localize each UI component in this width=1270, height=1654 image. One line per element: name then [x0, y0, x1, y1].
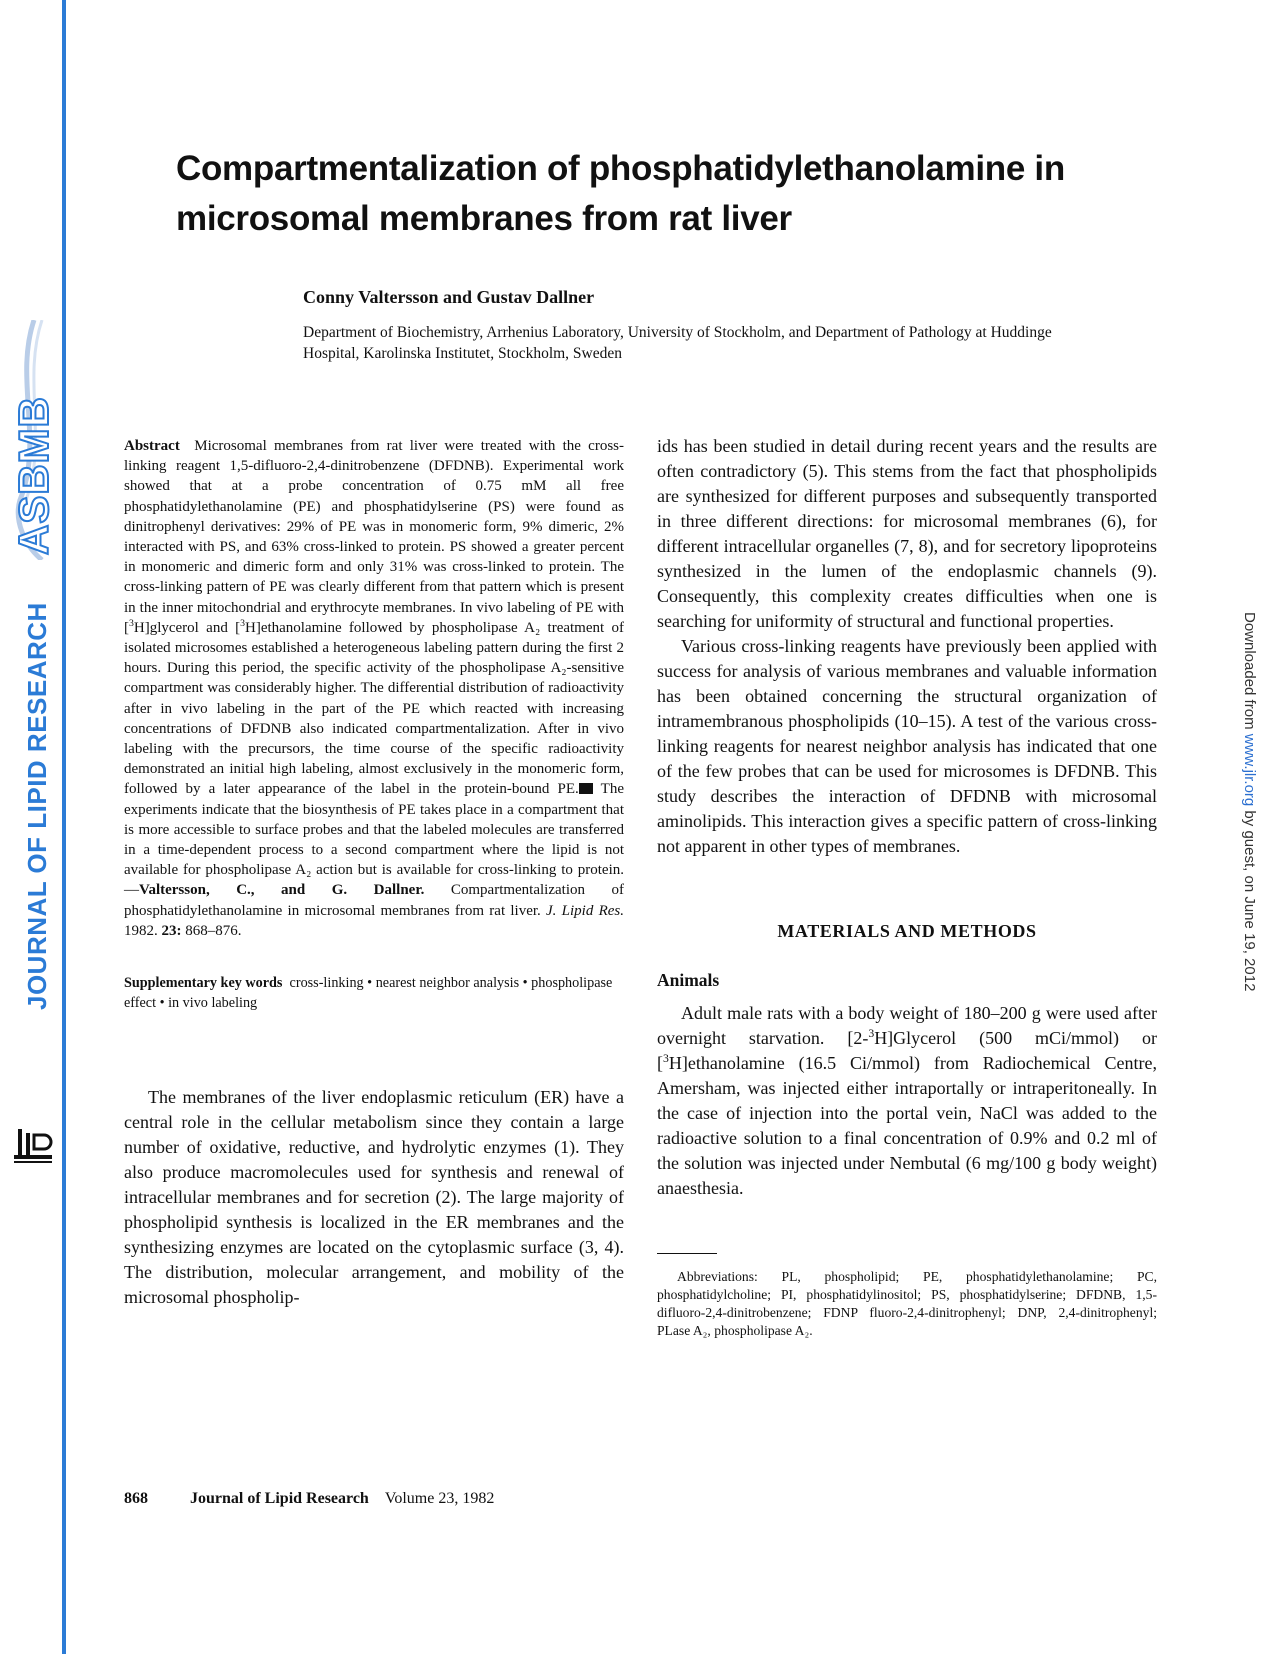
methods-text-c: H]ethanolamine (16.5 Ci/mmol) from Radiochemical Centre, Amersham, was injected either intraportally or intraperitoneally. In the case of injection into the portal vein, NaCl was added to the radioactive solution to a final concentration of 0.9% and 0.2 ml of the solution was injected under Nembutal (6 mg/100 g body weight) anaesthesia.	[657, 1053, 1157, 1198]
footer-journal-name: Journal of Lipid Research	[190, 1490, 369, 1507]
left-column	[124, 436, 624, 1310]
asbmb-logo-text: ASBMB	[10, 396, 57, 555]
download-notice	[1241, 612, 1258, 991]
subheading-animals: Animals	[657, 970, 720, 990]
intro-paragraph-1-continued: ids has been studied in detail during recent years and the results are often contradictory (5). This stems from the fact that phospholipids are synthesized for different purposes and subsequently transported in three different directions: for microsomal membranes (6), for different intracellular organelles (7, 8), and for secretory lipoproteins synthesized in the lumen of the endoplasmic channels (9). Consequently, this complexity creates difficulties when one is searching for uniformity of structural and functional properties.	[657, 436, 1157, 631]
citation-journal: J. Lipid Res.	[546, 902, 624, 919]
keywords-label: Supplementary key words	[124, 975, 283, 992]
footer-volume: Volume 23, 1982	[384, 1490, 495, 1507]
intro-paragraph-1: The membranes of the liver endoplasmic reticulum (ER) have a central role in the cellular metabolism since they contain a large number of oxidative, reductive, and hydrolytic enzymes (1). They also produce macromolecules used for synthesis and renewal of intracellular membranes and for secretion (2). The large majority of phospholipid synthesis is localized in the ER membranes and the synthesizing enzymes are located on the cytoplasmic surface (3, 4). The distribution, molecular arrangement, and mobility of the microsomal phospholip-	[124, 1087, 624, 1308]
citation-authors: Valtersson, C., and G. Dallner.	[139, 882, 425, 899]
section-heading-methods: MATERIALS AND METHODS	[777, 921, 1037, 941]
sidebar-rule	[62, 0, 66, 1654]
abstract-text-1: Microsomal membranes from rat liver were treated with the cross-linking reagent 1,5-difluoro-2,4-dinitrobenzene (DFDNB). Experimental work showed that at a probe concentration of 0.75 mM all free phosphatidylethanolamine (PE) and phosphatidylserine (PS) were found as dinitrophenyl derivatives: 29% of PE was in monomeric form, 9% dimeric, 2% interacted with PS, and 63% cross-linked to protein. PS showed a greater percent in monomeric and dimeric form and only 31% was cross-linked to protein. The cross-linking pattern of PE was clearly different from that pattern which is present in the inner mitochondrial and erythrocyte membranes. In vivo labeling of PE with [	[124, 438, 624, 636]
methods-text-b: H]Glycerol (500 mCi/mmol) or [	[657, 1028, 1157, 1073]
citation-title: Compartmentalization of phosphatidylethanolamine in microsomal membranes from rat liver.	[124, 882, 624, 919]
methods-animals-paragraph	[657, 1001, 1157, 1201]
paper-title: Compartmentalization of phosphatidylethanolamine in microsomal membranes from rat liver	[176, 149, 1065, 238]
download-url-link[interactable]: www.jlr.org	[1241, 733, 1258, 807]
abstract-sup-2: 3	[240, 617, 245, 629]
abstract-text-2: H]glycerol and [	[133, 619, 241, 636]
author-affiliation: Department of Biochemistry, Arrhenius Laboratory, University of Stockholm, and Department of Pathology at Huddinge Hospital, Karolinska Institutet, Stockholm, Sweden	[303, 324, 1052, 362]
abbreviations-footnote: Abbreviations: PL, phospholipid; PE, phosphatidylethanolamine; PC, phosphatidylcholine; PI, phosphatidylinositol; PS, phosphatidylserine; DFDNB, 1,5-difluoro-2,4-dinitrobenzene; FDNP fluoro-2,4-dinitrophenyl; DNP, 2,4-dinitrophenyl; PLase A₂, phospholipase A₂.	[657, 1269, 1157, 1338]
abstract	[124, 436, 624, 941]
citation-volume: 23:	[161, 922, 182, 939]
keywords-text: cross-linking • nearest neighbor analysis • phospholipase effect • in vivo labeling	[124, 975, 613, 1012]
download-prefix: Downloaded from	[1241, 612, 1258, 734]
paper-authors: Conny Valtersson and Gustav Dallner	[303, 287, 595, 307]
intro-paragraph-2: Various cross-linking reagents have previously been applied with success for analysis of various membranes and valuable information has been obtained concerning the structural organization of intramembranous phospholipids (10–15). A test of the various cross-linking reagents for nearest neighbor analysis has indicated that one of the few probes that can be used for microsomes is DFDNB. This study describes the interaction of DFDNB with microsomal aminolipids. This interaction gives a specific pattern of cross-linking not apparent in other types of membranes.	[657, 636, 1157, 856]
right-column	[657, 434, 1157, 1340]
journal-vertical-label: JOURNAL OF LIPID RESEARCH	[22, 602, 52, 1010]
jlr-logo-icon	[10, 1125, 56, 1165]
methods-sup-1: 3	[868, 1027, 875, 1040]
citation-year: 1982.	[124, 922, 162, 939]
abstract-sup-1: 3	[129, 617, 134, 629]
download-suffix: by guest, on June 19, 2012	[1241, 806, 1258, 992]
abstract-text-3: H]ethanolamine followed by phospholipase A₂ treatment of isolated microsomes established a heterogeneous labeling pattern during the first 2 hours. During this period, the specific activity of the phospholipase A₂-sensitive compartment was considerably higher. The differential distribution of radioactivity after in vivo labeling in the part of the PE which reacted with increasing concentrations of DFDNB also indicated compartmentalization. After in vivo labeling with the precursors, the time course of the specific radioactivity demonstrated an initial high labeling, almost exclusively in the monomeric form, followed by a later appearance of the label in the protein-bound PE.	[124, 619, 624, 798]
abstract-end-mark-icon	[579, 783, 593, 794]
keywords	[124, 973, 624, 1013]
page-footer	[124, 1490, 494, 1508]
page-number: 868	[124, 1490, 148, 1507]
footnote-divider	[657, 1253, 717, 1254]
abstract-text-4: The experiments indicate that the biosynthesis of PE takes place in a compartment that is more accessible to surface probes and that the labeled molecules are transferred in a time-dependent process to a second compartment where the lipid is not available for phospholipase A₂ action but is available for cross-linking to protein.—	[124, 781, 624, 899]
methods-sup-2: 3	[663, 1052, 669, 1065]
abstract-label: Abstract	[124, 438, 180, 454]
methods-text-a: Adult male rats with a body weight of 180–200 g were used after overnight starvation. [2-	[657, 1003, 1157, 1048]
citation-pages: 868–876.	[181, 922, 242, 939]
